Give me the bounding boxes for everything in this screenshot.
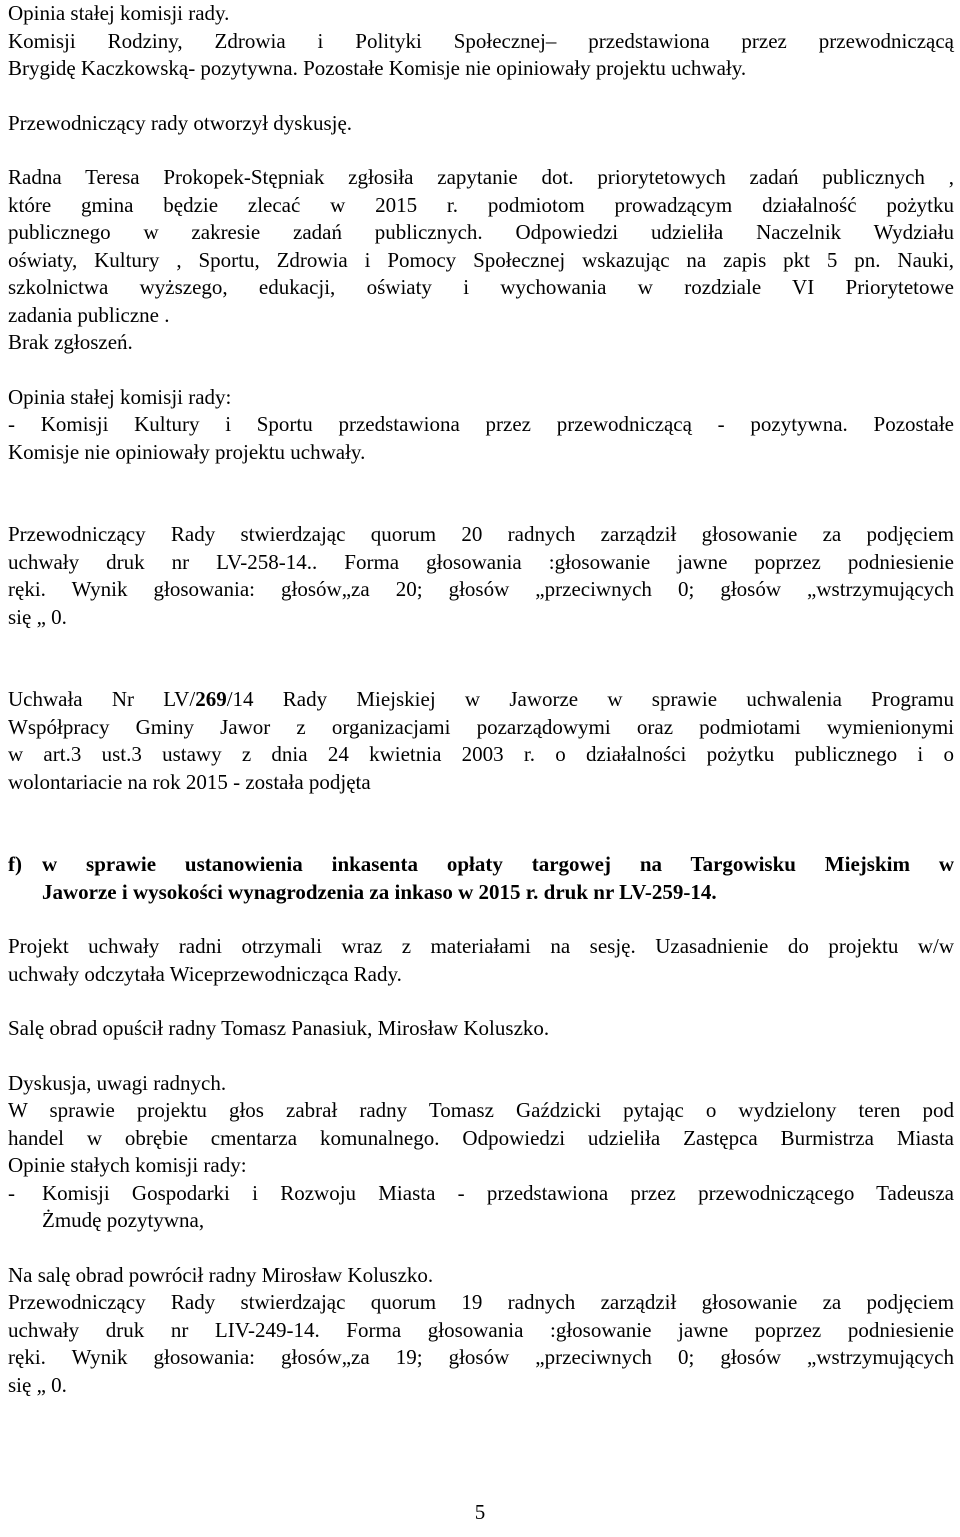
text-line: wolontariacie na rok 2015 - została podjęta	[8, 769, 371, 794]
paragraph-project	[8, 933, 954, 988]
text-line: ręki. Wynik głosowania: głosów„za 19; głosów „przeciwnych 0; głosów „wstrzymujących	[8, 1345, 954, 1369]
paragraph-left-room	[8, 1015, 954, 1043]
text-line: oświaty, Kultury , Sportu, Zdrowia i Pomocy Społecznej wskazując na zapis pkt 5 pn. Nauki,	[8, 247, 954, 272]
text-line: uchwały odczytała Wiceprzewodnicząca Rady.	[8, 961, 402, 986]
text-line: W sprawie projektu głos zabrał radny Tomasz Gaździcki pytając o wydzielony teren pod	[8, 1098, 954, 1122]
text-line: Opinia stałej komisji rady:	[8, 384, 232, 409]
text-line: Komisji Gospodarki i Rozwoju Miasta - przedstawiona przez przewodniczącego Tadeusza	[42, 1180, 954, 1205]
text-line: - Komisji Kultury i Sportu przedstawiona przez przewodniczącą - pozytywna. Pozostałe	[8, 412, 954, 436]
resolution-suffix: /14 Rady Miejskiej w Jaworze w sprawie uchwalenia Programu	[226, 687, 955, 711]
paragraph-committee-opinion-2	[8, 384, 954, 467]
text-line: uchwały druk nr LIV-249-14. Forma głosowania :głosowanie jawne poprzez podniesienie	[8, 1317, 954, 1342]
paragraph-committee-opinion-1	[8, 0, 954, 83]
heading-line: w sprawie ustanowienia inkasenta opłaty targowej na Targowisku Miejskim w	[42, 852, 954, 876]
text-line: Brak zgłoszeń.	[8, 330, 133, 354]
text-line: Radna Teresa Prokopek-Stępniak zgłosiła zapytanie dot. priorytetowych zadań publicznych ,	[8, 165, 954, 189]
text-line: Dyskusja, uwagi radnych.	[8, 1070, 227, 1095]
text-line: Opinia stałej komisji rady.	[8, 1, 230, 25]
resolution-prefix: Uchwała Nr LV/	[8, 687, 196, 711]
text-line: Współpracy Gminy Jawor z organizacjami pozarządowymi oraz podmiotami wymienionymi	[8, 714, 954, 739]
text-line: Na salę obrad powrócił radny Mirosław Koluszko.	[8, 1262, 434, 1287]
page-number: 5	[474, 1500, 486, 1524]
text-line: w art.3 ust.3 ustawy z dnia 24 kwietnia 2003 r. o działalności pożytku publicznego i o	[8, 742, 954, 766]
list-marker: -	[8, 1180, 15, 1205]
text-line: Salę obrad opuścił radny Tomasz Panasiuk, Mirosław Koluszko.	[8, 1016, 550, 1040]
text-line: handel w obrębie cmentarza komunalnego. Odpowiedzi udzieliła Zastępca Burmistrza Miasta	[8, 1125, 954, 1150]
section-heading-f	[8, 851, 954, 906]
text-line: ręki. Wynik głosowania: głosów„za 20; głosów „przeciwnych 0; głosów „wstrzymujących	[8, 577, 954, 601]
paragraph-vote-1	[8, 521, 954, 631]
text-line: zadania publiczne .	[8, 302, 170, 327]
text-line: Projekt uchwały radni otrzymali wraz z materiałami na sesję. Uzasadnienie do projektu w/w	[8, 934, 954, 958]
committee-list-item	[8, 1180, 954, 1235]
text-line: Przewodniczący Rady stwierdzając quorum 19 radnych zarządził głosowanie za podjęciem	[8, 1290, 954, 1314]
paragraph-vote-2	[8, 1262, 954, 1400]
text-line: Przewodniczący Rady stwierdzając quorum 20 radnych zarządził głosowanie za podjęciem	[8, 522, 954, 546]
text-line: uchwały druk nr LV-258-14.. Forma głosowania :głosowanie jawne poprzez podniesienie	[8, 549, 954, 574]
text-line: Komisje nie opiniowały projektu uchwały.	[8, 439, 366, 464]
text-line: się „ 0.	[8, 604, 67, 629]
list-marker: f)	[8, 852, 22, 876]
text-line: Komisji Rodziny, Zdrowia i Polityki Społecznej– przedstawiona przez przewodniczącą	[8, 28, 954, 53]
resolution-number: 269	[195, 687, 227, 711]
text-line: które gmina będzie zlecać w 2015 r. podmiotom prowadzącym działalność pożytku	[8, 192, 954, 217]
text-line	[8, 686, 954, 714]
paragraph-question	[8, 164, 954, 357]
text-line: się „ 0.	[8, 1372, 67, 1397]
text-line: Żmudę pozytywna,	[42, 1208, 205, 1232]
text-line: Brygidę Kaczkowską- pozytywna. Pozostałe Komisje nie opiniowały projektu uchwały.	[8, 56, 747, 80]
text-line: Przewodniczący rady otworzył dyskusję.	[8, 110, 353, 135]
document-page	[8, 0, 954, 1399]
paragraph-discussion-open	[8, 110, 954, 138]
text-line: publicznego w zakresie zadań publicznych. Odpowiedzi udzieliła Naczelnik Wydziału	[8, 220, 954, 244]
paragraph-discussion	[8, 1070, 954, 1235]
text-line: szkolnictwa wyższego, edukacji, oświaty i wychowania w rozdziale VI Priorytetowe	[8, 275, 954, 299]
paragraph-resolution	[8, 686, 954, 796]
heading-line: Jaworze i wysokości wynagrodzenia za inkaso w 2015 r. druk nr LV-259-14.	[42, 879, 717, 904]
text-line: Opinie stałych komisji rady:	[8, 1153, 247, 1177]
